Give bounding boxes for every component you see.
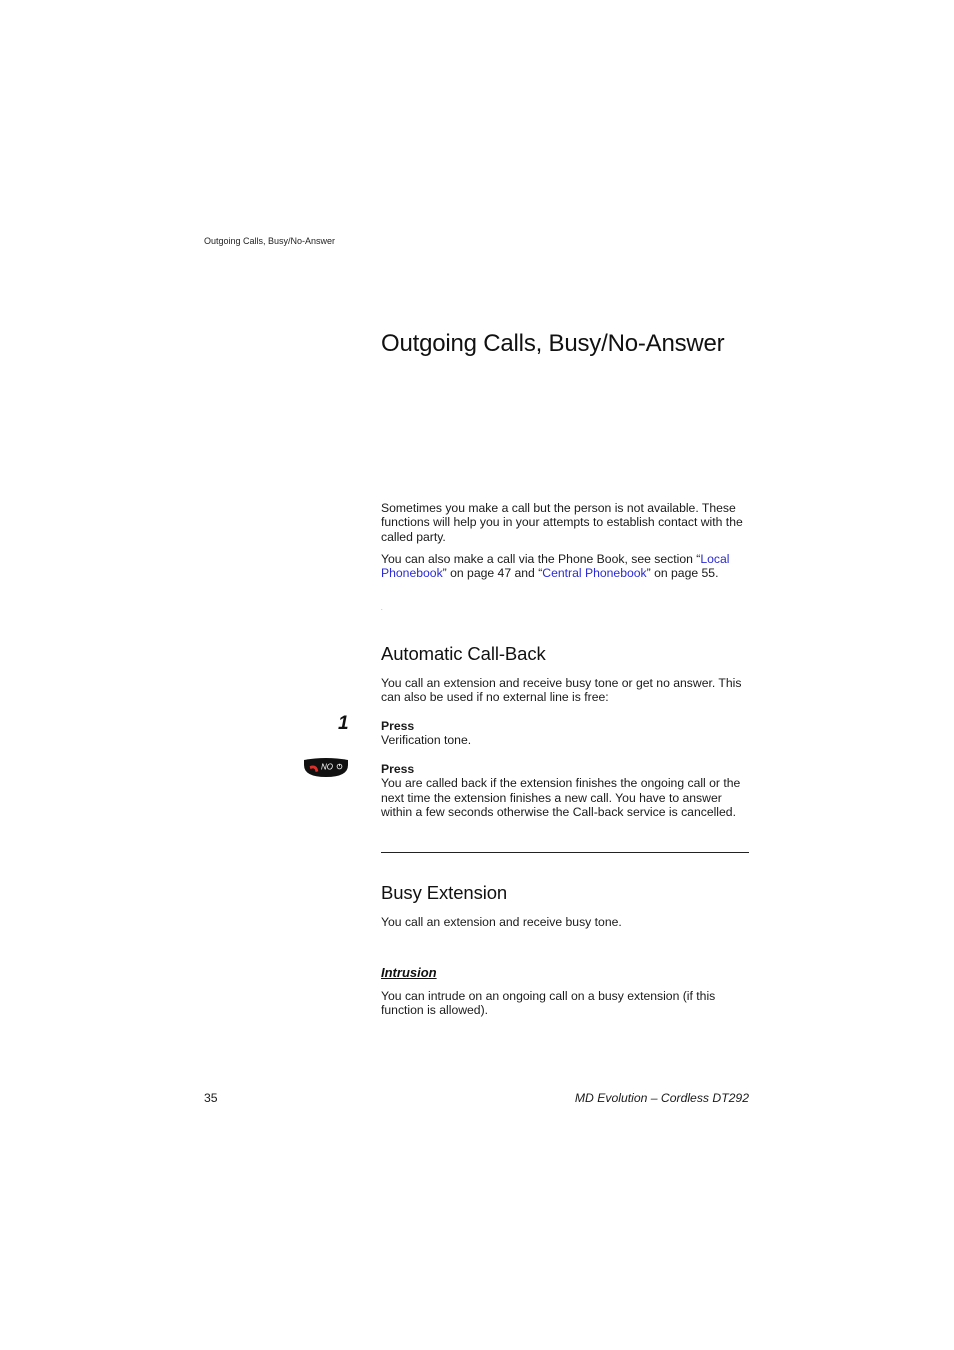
busy-extension-description: You call an extension and receive busy tone. bbox=[381, 915, 622, 929]
no-key-shape bbox=[303, 757, 349, 778]
automatic-callback-heading: Automatic Call-Back bbox=[381, 643, 546, 664]
automatic-callback-description: You call an extension and receive busy tone or get no answer. This can also be used if no external line is free: bbox=[381, 676, 742, 705]
digit-key-1: 1 bbox=[338, 713, 349, 734]
no-key-label: NO bbox=[321, 762, 333, 772]
intro-paragraph: Sometimes you make a call but the person is not available. These functions will help you in your attempts to establish contact with the called party. bbox=[381, 501, 743, 544]
intrusion-heading: Intrusion bbox=[381, 965, 437, 980]
busy-extension-heading: Busy Extension bbox=[381, 882, 508, 903]
intro-phonebook-paragraph bbox=[381, 552, 751, 581]
step1-result: Verification tone. bbox=[381, 733, 472, 748]
intro-text-part3: ” on page 55. bbox=[646, 566, 719, 581]
chapter-title: Outgoing Calls, Busy/No-Answer bbox=[381, 330, 725, 357]
step2-result: You are called back if the extension finishes the ongoing call or the next time the extension finishes a new call. You have to answer within a few seconds otherwise the Call-back service is cancelled. bbox=[381, 776, 741, 820]
page-number: 35 bbox=[204, 1091, 218, 1105]
intro-text-part1: You can also make a call via the Phone Book, see section “ bbox=[381, 552, 701, 566]
running-header: Outgoing Calls, Busy/No-Answer bbox=[204, 236, 336, 246]
product-name: MD Evolution – Cordless DT292 bbox=[574, 1091, 749, 1105]
intrusion-description: You can intrude on an ongoing call on a busy extension (if this function is allowed). bbox=[381, 989, 716, 1018]
stray-dot: . bbox=[381, 606, 383, 612]
local-phonebook-link[interactable]: Local Phonebook bbox=[381, 552, 730, 581]
no-key-button bbox=[303, 757, 349, 778]
section-divider bbox=[381, 852, 749, 853]
central-phonebook-link[interactable]: Central Phonebook bbox=[542, 566, 647, 581]
step2-instruction bbox=[381, 762, 751, 820]
intro-text-part2: ” on page 47 and “ bbox=[442, 566, 543, 581]
step1-press-label: Press bbox=[381, 719, 415, 733]
step2-press-label: Press bbox=[381, 762, 415, 776]
step1-instruction bbox=[381, 719, 761, 748]
